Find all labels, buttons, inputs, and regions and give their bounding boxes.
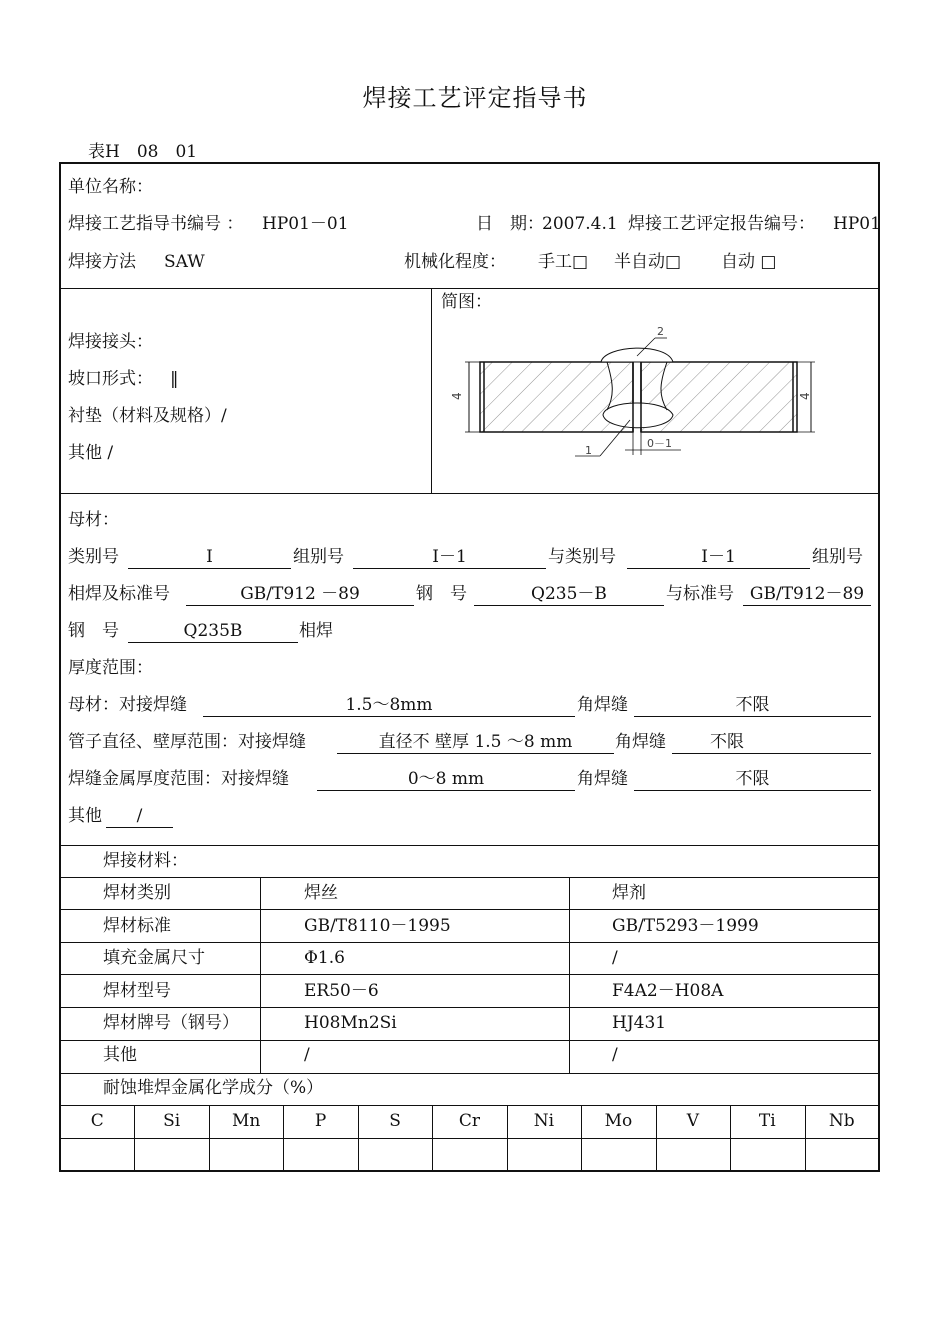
chem-header-p: P — [314, 1111, 327, 1131]
mechanization-label: 机械化程度： — [404, 252, 506, 272]
with-standard-label: 与标准号 — [666, 584, 734, 604]
bm-butt-label: 母材：对接焊缝 — [68, 695, 187, 715]
weld-top-label: 2 — [657, 325, 664, 338]
mat-flux: / — [612, 1045, 618, 1065]
mat-flux: / — [612, 948, 618, 968]
group-label-2: 组别号 — [812, 547, 863, 567]
chem-value-c[interactable] — [60, 1141, 134, 1169]
chem-col-divider — [581, 1105, 582, 1171]
mat-name: 其他 — [103, 1045, 137, 1065]
chemistry-label: 耐蚀堆焊金属化学成分（%） — [103, 1078, 324, 1098]
standard-field[interactable]: GB/T912 －89 — [186, 583, 414, 606]
thickness-right-label: 4 — [798, 392, 812, 400]
weld-top — [601, 348, 673, 362]
mat-col-2 — [569, 877, 570, 1073]
mat-name: 焊材牌号（钢号） — [103, 1013, 239, 1033]
chem-header-s: S — [389, 1111, 401, 1131]
unit-name-label: 单位名称： — [68, 177, 153, 197]
group-label: 组别号 — [293, 547, 344, 567]
joint-other-label: 其他 / — [68, 443, 114, 463]
category-field[interactable]: Ⅰ — [128, 546, 291, 569]
chem-value-v[interactable] — [656, 1141, 730, 1169]
chem-value-mn[interactable] — [209, 1141, 283, 1169]
chem-header-mn: Mn — [231, 1111, 261, 1131]
weld-bottom-label: 1 — [585, 444, 592, 457]
chem-header-nb: Nb — [828, 1111, 855, 1131]
steel-label: 钢 号 — [416, 584, 467, 604]
chem-col-divider — [730, 1105, 731, 1171]
chem-value-mo[interactable] — [581, 1141, 655, 1169]
bm-other-field[interactable]: / — [106, 805, 173, 828]
thickness-range-label: 厚度范围： — [68, 658, 153, 678]
chem-header-ti: Ti — [758, 1111, 776, 1131]
chem-header-v: V — [686, 1111, 699, 1131]
chem-col-divider — [358, 1105, 359, 1171]
divider-header — [60, 288, 879, 289]
manual-checkbox[interactable]: 手工□ — [538, 252, 589, 272]
mat-name: 焊材标准 — [103, 916, 171, 936]
mat-line-2 — [60, 942, 879, 943]
chem-col-divider — [805, 1105, 806, 1171]
backing-label: 衬垫（材料及规格）/ — [68, 406, 227, 426]
category-label: 类别号 — [68, 547, 119, 567]
with-category-field[interactable]: Ⅰ－1 — [627, 546, 810, 569]
chem-header-mo: Mo — [604, 1111, 633, 1131]
mat-line-3 — [60, 974, 879, 975]
joint-sketch — [450, 320, 835, 465]
chem-col-divider — [283, 1105, 284, 1171]
mat-wire: GB/T8110－1995 — [304, 916, 451, 936]
mat-flux: 焊剂 — [612, 883, 646, 903]
mat-line-6 — [60, 1073, 879, 1074]
chem-value-si[interactable] — [134, 1141, 208, 1169]
mat-name: 焊材型号 — [103, 981, 171, 1001]
steel-label-2: 钢 号 — [68, 621, 119, 641]
weld-metal-fillet-label: 角焊缝 — [577, 769, 628, 789]
weld-metal-label: 焊缝金属厚度范围：对接焊缝 — [68, 769, 289, 789]
chem-col-divider — [656, 1105, 657, 1171]
groove-value: ‖ — [170, 369, 179, 389]
groove-label: 坡口形式： — [68, 369, 153, 389]
mat-wire: ER50－6 — [304, 981, 379, 1001]
pqr-label: 焊接工艺评定报告编号： — [628, 214, 815, 234]
chem-value-ti[interactable] — [730, 1141, 804, 1169]
pipe-label: 管子直径、壁厚范围：对接焊缝 — [68, 732, 306, 752]
mat-wire: 焊丝 — [304, 883, 338, 903]
page-title: 焊接工艺评定指导书 — [362, 84, 588, 112]
bm-fillet-label: 角焊缝 — [577, 695, 628, 715]
chem-col-divider — [209, 1105, 210, 1171]
chem-value-cr[interactable] — [432, 1141, 506, 1169]
mat-line-0 — [60, 877, 879, 878]
mat-col-1 — [260, 877, 261, 1073]
materials-label: 焊接材料： — [103, 851, 188, 871]
mat-flux: HJ431 — [612, 1013, 667, 1033]
with-category-label: 与类别号 — [548, 547, 616, 567]
gap-label: 0－1 — [647, 437, 672, 450]
base-metal-label: 母材： — [68, 510, 119, 530]
weld-with-label: 相焊 — [299, 621, 333, 641]
chem-line-0 — [60, 1105, 879, 1106]
chem-col-divider — [507, 1105, 508, 1171]
wps-number-label: 焊接工艺指导书编号 ： — [68, 214, 244, 234]
chem-header-c: C — [90, 1111, 104, 1131]
mat-line-1 — [60, 909, 879, 910]
bm-fillet-field[interactable]: 不限 — [634, 694, 871, 717]
date-label: 日 期： — [476, 214, 544, 234]
method-value: SAW — [164, 252, 205, 272]
weld-metal-butt-field[interactable]: 0～8 mm — [317, 768, 575, 791]
chem-col-divider — [432, 1105, 433, 1171]
mat-wire: / — [304, 1045, 310, 1065]
chem-value-s[interactable] — [358, 1141, 432, 1169]
group-field[interactable]: Ⅰ－1 — [353, 546, 546, 569]
form-number: 表H 08 01 — [88, 142, 198, 162]
chem-header-si: Si — [163, 1111, 181, 1131]
wps-number: HP01－01 — [262, 214, 349, 234]
steel-field-2[interactable]: Q235B — [128, 620, 298, 643]
mat-line-5 — [60, 1040, 879, 1041]
steel-field[interactable]: Q235－B — [474, 583, 664, 606]
divider-base-metal — [60, 845, 879, 846]
chem-value-ni[interactable] — [507, 1141, 581, 1169]
date-value: 2007.4.1 — [542, 214, 618, 234]
pipe-fillet-label: 角焊缝 — [615, 732, 666, 752]
divider-joint — [60, 493, 879, 494]
joint-label: 焊接接头： — [68, 332, 153, 352]
bm-butt-field[interactable]: 1.5～8mm — [203, 694, 575, 717]
sketch-label: 简图： — [441, 292, 492, 312]
thickness-left-label: 4 — [450, 392, 464, 400]
semi-auto-checkbox[interactable]: 半自动□ — [614, 252, 682, 272]
weld-bottom — [603, 403, 673, 428]
mat-wire: H08Mn2Si — [304, 1013, 397, 1033]
chem-line-1 — [60, 1138, 879, 1139]
mat-line-4 — [60, 1007, 879, 1008]
method-label: 焊接方法 — [68, 252, 136, 272]
chem-col-divider — [134, 1105, 135, 1171]
auto-checkbox[interactable]: 自动 □ — [721, 252, 777, 272]
with-standard-field[interactable]: GB/T912－89 — [743, 583, 871, 606]
mat-wire: Φ1.6 — [304, 948, 345, 968]
chem-header-cr: Cr — [458, 1111, 481, 1131]
weld-metal-fillet-field[interactable]: 不限 — [634, 768, 871, 791]
chem-header-ni: Ni — [533, 1111, 555, 1131]
pipe-butt-field[interactable]: 直径不 壁厚 1.5 ～8 mm — [337, 731, 614, 754]
chem-value-nb[interactable] — [805, 1141, 879, 1169]
mat-flux: GB/T5293－1999 — [612, 916, 759, 936]
pqr-number: HP01 — [833, 214, 881, 234]
pipe-fillet-field[interactable]: 不限 — [672, 731, 871, 754]
mat-name: 填充金属尺寸 — [103, 948, 205, 968]
mat-name: 焊材类别 — [103, 883, 171, 903]
bm-other-label: 其他 — [68, 806, 102, 826]
mat-flux: F4A2－H08A — [612, 981, 724, 1001]
chem-value-p[interactable] — [283, 1141, 357, 1169]
standard-label: 相焊及标准号 — [68, 584, 170, 604]
divider-joint-sketch — [431, 288, 432, 494]
